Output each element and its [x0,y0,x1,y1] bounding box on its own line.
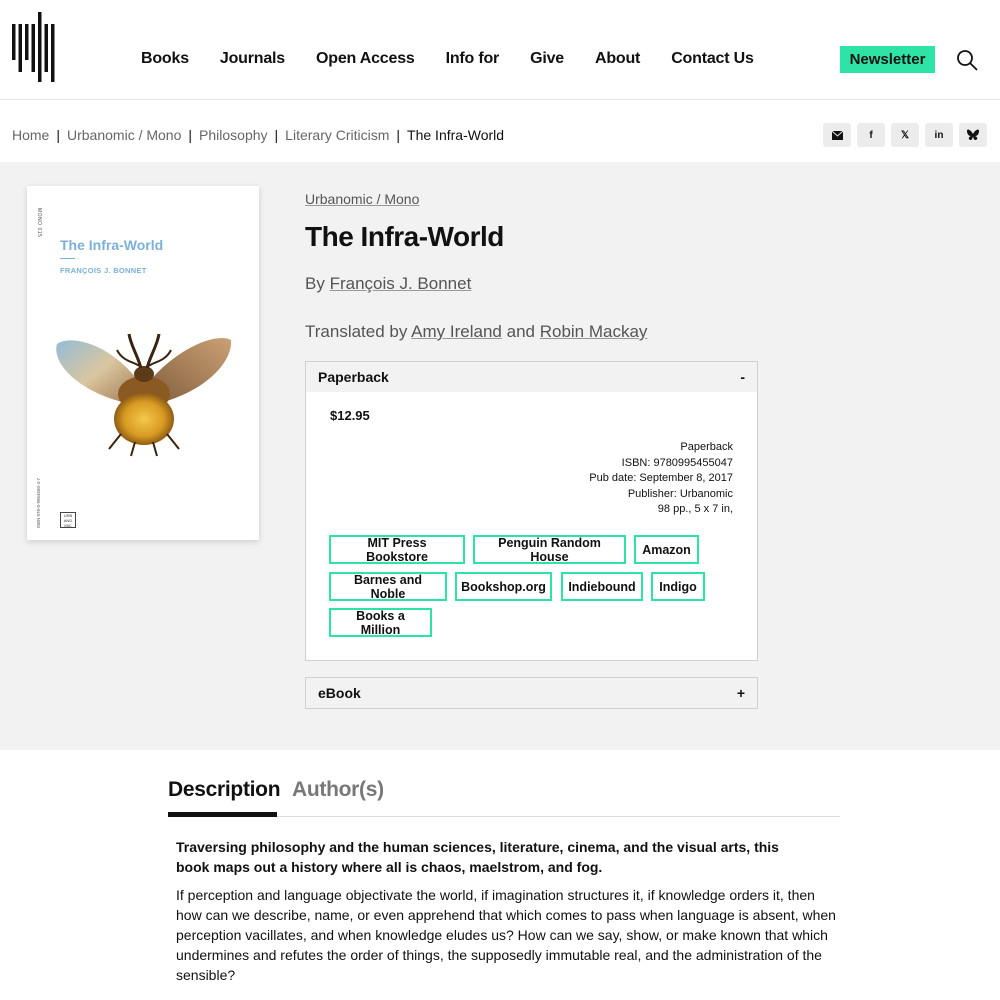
cover-rule [60,258,75,259]
newsletter-button[interactable]: Newsletter [840,46,935,73]
email-icon [832,131,843,140]
buy-penguin-random-house-button[interactable]: Penguin Random House [473,535,626,564]
price: $12.95 [330,408,370,423]
breadcrumb-philosophy[interactable]: Philosophy [199,127,268,143]
share-facebook-button[interactable] [857,123,885,147]
buy-barnes-and-noble-button[interactable]: Barnes and Noble [329,572,447,601]
nav-about[interactable]: About [594,50,641,67]
ebook-label: eBook [318,685,361,701]
breadcrumb-separator: | [188,127,193,143]
buy-mit-press-bookstore-button[interactable]: MIT Press Bookstore [329,535,465,564]
nav-journals[interactable]: Journals [219,50,285,67]
series-link[interactable]: Urbanomic / Mono [305,191,420,207]
breadcrumb-literary-criticism[interactable]: Literary Criticism [285,127,390,143]
nav-open-access[interactable]: Open Access [316,50,415,67]
share-email-button[interactable] [823,123,851,147]
detail-pub-date: Pub date: September 8, 2017 [589,472,733,485]
share-bluesky-button[interactable] [959,123,987,147]
search-icon[interactable] [955,48,979,72]
bluesky-icon [966,129,980,141]
expand-icon: + [736,685,745,701]
breadcrumb-home[interactable]: Home [12,127,50,143]
nav-contact-us[interactable]: Contact Us [671,50,754,67]
buy-books-a-million-button[interactable]: Books a Million [329,608,432,637]
nav-info-for[interactable]: Info for [445,50,500,67]
content-tabs [168,778,840,817]
cover-author: FRANÇOIS J. BONNET [60,266,147,275]
paperback-label: Paperback [318,369,389,385]
detail-format: Paperback [680,441,733,453]
description-body: If perception and language objectivate the world, if imagination structures it, if knowledge orders it, then how can we describe, name, or even apprehend that which comes to pass when language is absent, when perception vacillates, and when knowledge eludes us? How can we say, show, or make known that which undermines and refutes the order of things, the supposedly immutable real, and the administration of the sensible? [176,887,836,983]
author-link[interactable]: François J. Bonnet [329,274,472,293]
translator-line [305,322,647,342]
cover-publisher-mark: URB AND MIC [60,512,76,528]
book-details [589,440,733,518]
book-title: The Infra-World [305,221,504,252]
collapse-icon: - [740,369,745,385]
x-icon: 𝕏 [900,129,910,141]
detail-pages: 98 pp., 5 x 7 in, [657,503,733,516]
facebook-icon: f [869,129,873,141]
beetle-illustration [51,324,236,459]
tab-description[interactable]: Description [168,778,281,801]
detail-publisher: Publisher: Urbanomic [627,487,733,500]
breadcrumb-separator: | [274,127,279,143]
nav-give[interactable]: Give [530,50,564,67]
share-x-button[interactable] [891,123,919,147]
byline [305,274,471,294]
ebook-accordion-header[interactable] [305,677,758,709]
breadcrumb-current: The Infra-World [407,127,505,143]
breadcrumb-separator: | [396,127,401,143]
main-nav [141,50,754,68]
translator-and: and [506,322,535,341]
breadcrumb-urbanomic-mono[interactable]: Urbanomic / Mono [67,127,182,143]
breadcrumb [12,127,504,143]
buy-indigo-button[interactable]: Indigo [651,572,705,601]
cover-isbn: ISBN 978-0-9954550-4-7 [36,478,41,529]
buy-indiebound-button[interactable]: Indiebound [561,572,643,601]
active-tab-indicator [168,812,277,817]
buy-amazon-button[interactable]: Amazon [634,535,699,564]
share-bar [823,123,987,147]
byline-prefix: By [305,274,325,293]
detail-isbn: ISBN: 9780995455047 [621,456,733,469]
nav-books[interactable]: Books [141,50,189,67]
translator-link-2[interactable]: Robin Mackay [539,322,648,341]
cover-series: MONO 015 [36,208,42,238]
breadcrumb-separator: | [56,127,60,143]
translated-prefix: Translated by [305,322,408,341]
share-linkedin-button[interactable] [925,123,953,147]
site-header [0,0,1000,100]
cover-title: The Infra-World [60,237,164,253]
description-lead: Traversing philosophy and the human sciences, literature, cinema, and the visual arts, this book maps out a history where all is chaos, maelstrom, and fog. [176,839,779,875]
mit-press-logo[interactable] [12,12,56,82]
paperback-accordion-header[interactable] [305,361,758,393]
translator-link-1[interactable]: Amy Ireland [411,322,502,341]
tab-authors[interactable]: Author(s) [292,778,384,801]
linkedin-icon: in [934,129,944,141]
book-cover[interactable] [27,186,259,540]
buy-bookshop-org-button[interactable]: Bookshop.org [455,572,552,601]
